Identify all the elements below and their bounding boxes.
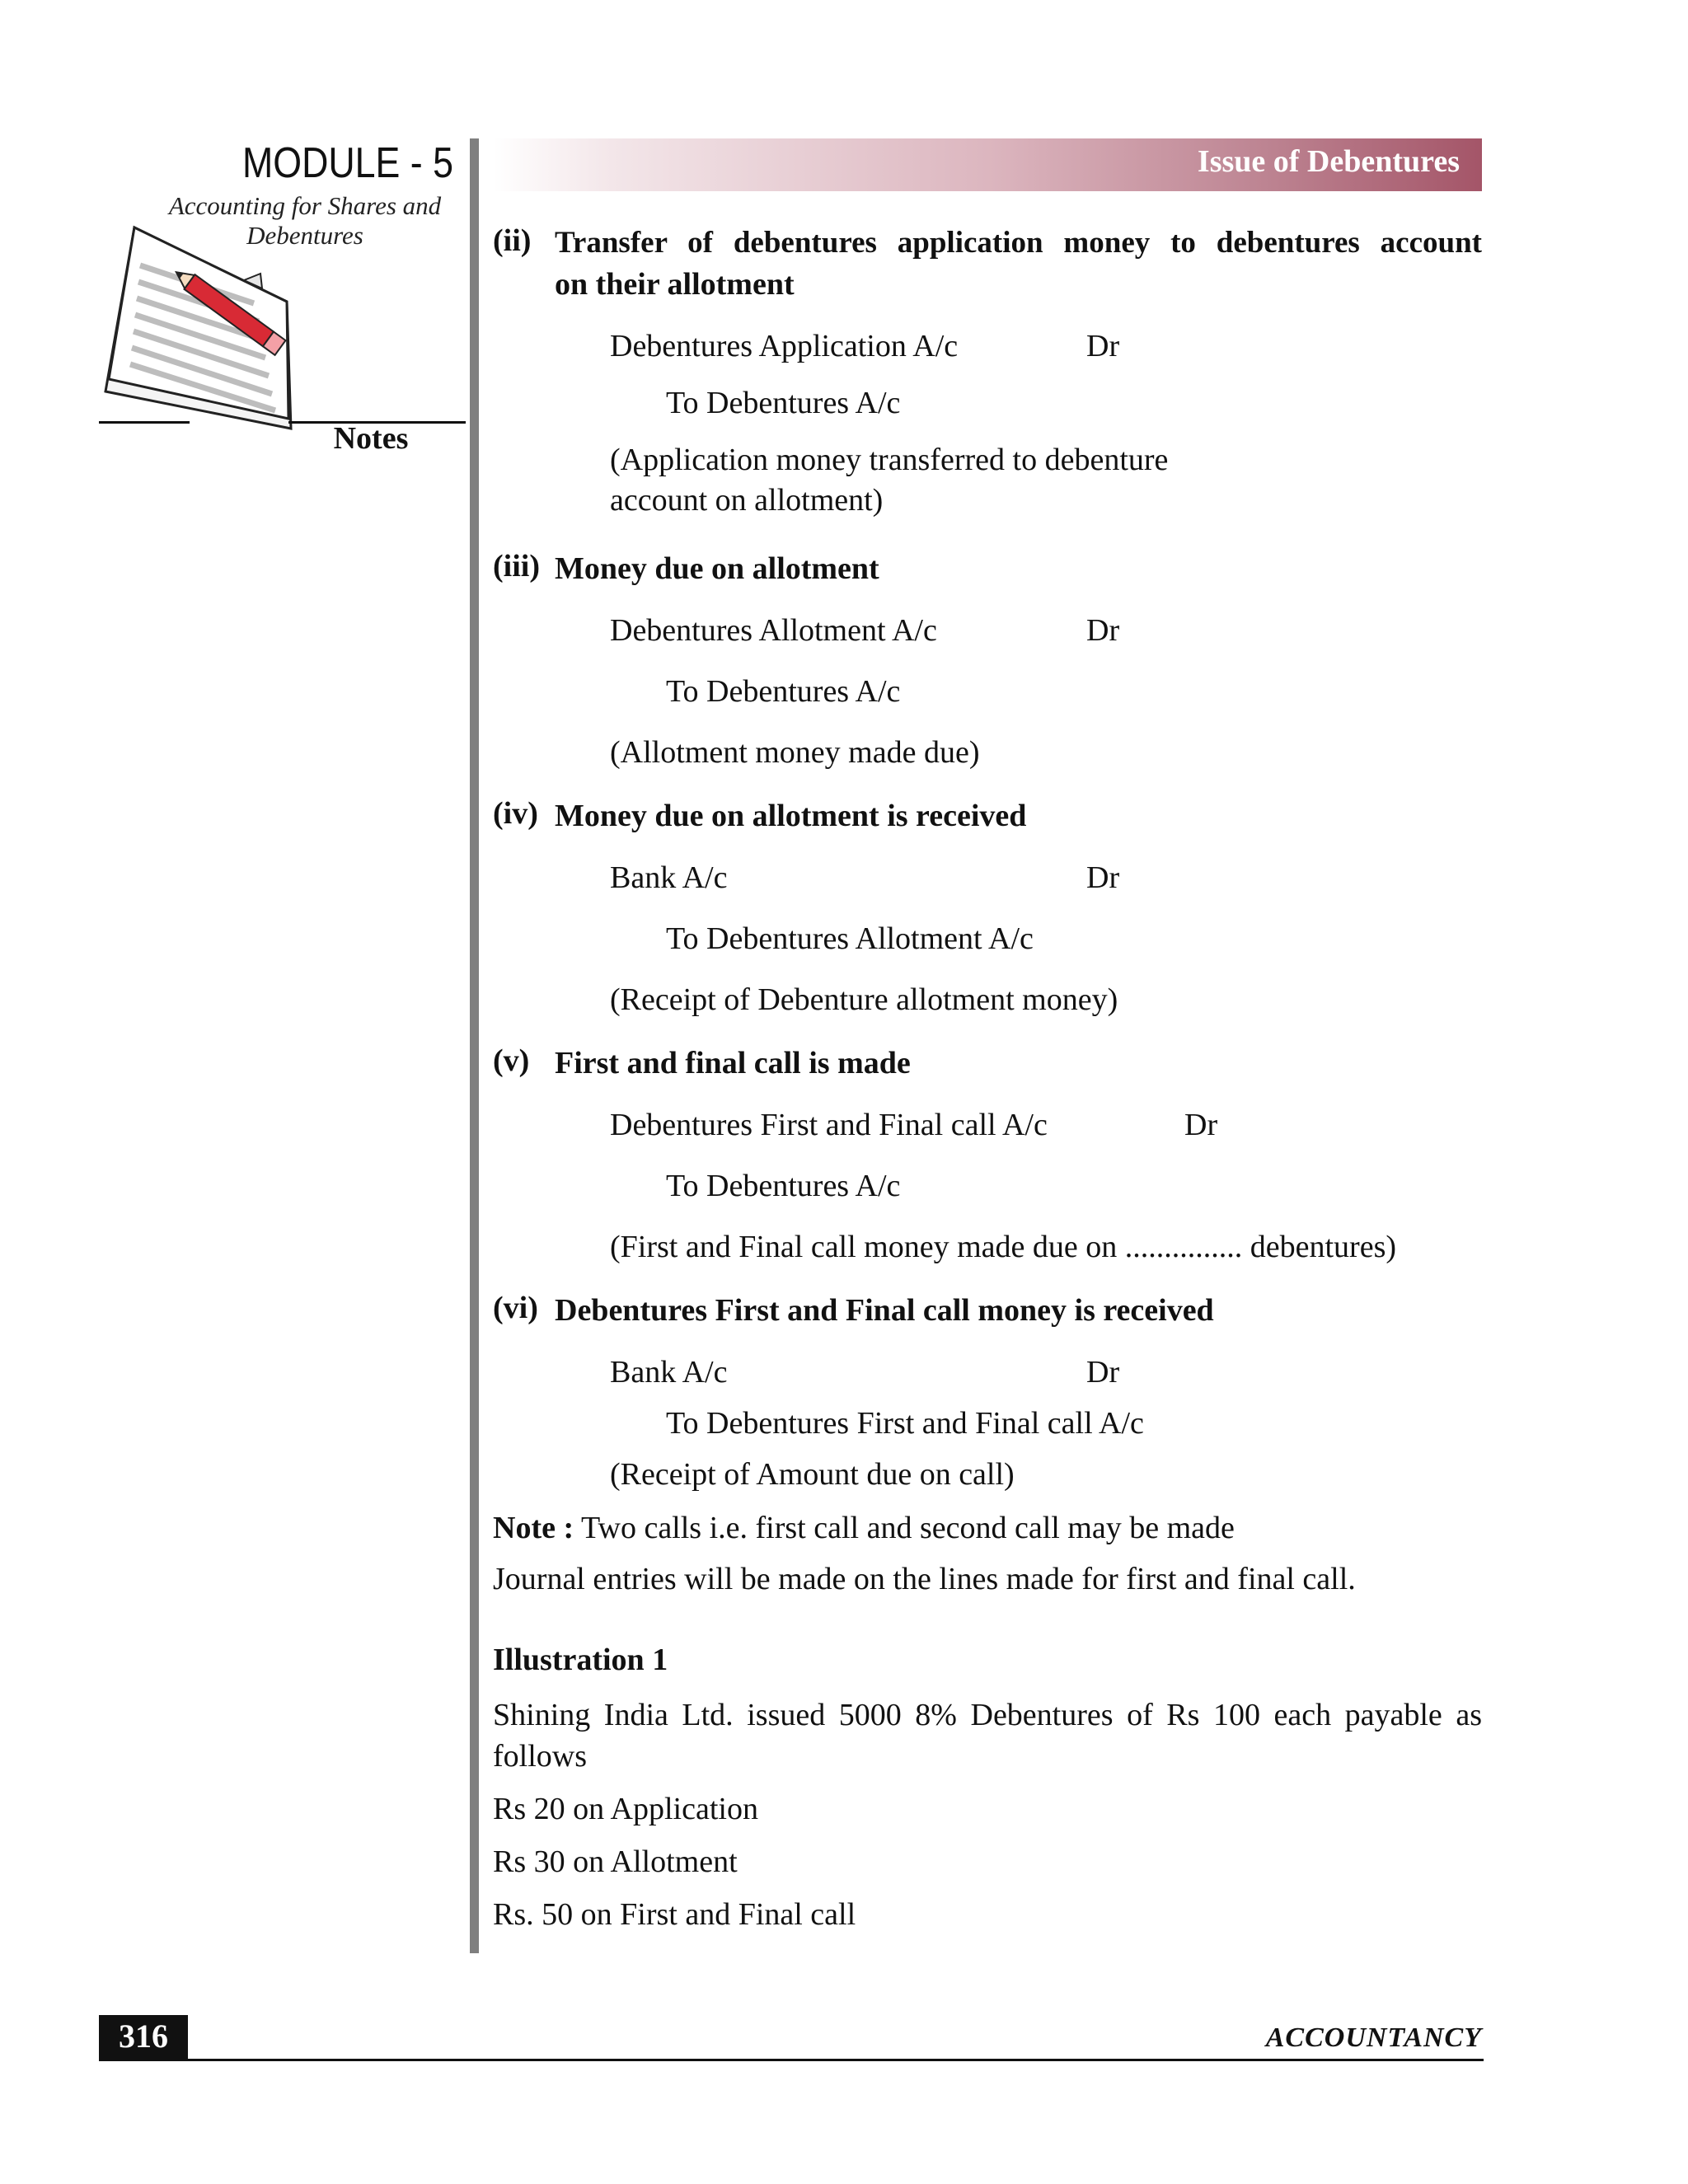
entry-marker: (iii)	[493, 549, 540, 583]
credit-account: To Debentures A/c	[666, 386, 901, 420]
debit-account: Bank A/c	[610, 860, 728, 895]
debit-marker: Dr	[1086, 860, 1120, 895]
debit-marker: Dr	[1086, 329, 1120, 363]
entry-marker: (iv)	[493, 796, 538, 831]
entry-marker: (ii)	[493, 223, 532, 258]
module-title: MODULE - 5	[242, 139, 453, 187]
entry-heading: Money due on allotment is received	[555, 799, 1027, 833]
note-text-continued: Journal entries will be made on the lines made for first and final call.	[493, 1562, 1356, 1596]
credit-account: To Debentures First and Final call A/c	[666, 1406, 1144, 1441]
installment-item: Rs 30 on Allotment	[493, 1844, 738, 1879]
footer-rule	[99, 2059, 1484, 2061]
section-title: Issue of Debentures	[1197, 144, 1460, 179]
entry-heading-continued: on their allotment	[555, 267, 795, 302]
note-text: Two calls i.e. first call and second call may be made	[580, 1511, 1235, 1545]
credit-account: To Debentures A/c	[666, 1169, 901, 1203]
page-number: 316	[119, 2018, 168, 2055]
narration: (First and Final call money made due on ............... debentures)	[610, 1230, 1397, 1264]
entry-marker: (v)	[493, 1043, 530, 1078]
section-banner	[493, 138, 1482, 191]
narration: (Receipt of Debenture allotment money)	[610, 982, 1118, 1017]
footer-subject: ACCOUNTANCY	[1265, 2022, 1482, 2053]
entry-marker: (vi)	[493, 1291, 538, 1325]
illustration-title: Illustration 1	[493, 1643, 668, 1677]
installment-item: Rs 20 on Application	[493, 1792, 758, 1826]
entry-heading: First and final call is made	[555, 1046, 911, 1080]
illustration-statement: Shining India Ltd. issued 5000 8% Debentures of Rs 100 each payable as	[493, 1698, 1482, 1732]
narration: (Application money transferred to debenture	[610, 443, 1169, 477]
entry-heading: Transfer of debentures application money to debentures account	[555, 226, 1482, 260]
debit-account: Debentures First and Final call A/c	[610, 1108, 1048, 1142]
entry-heading: Debentures First and Final call money is received	[555, 1293, 1214, 1328]
debit-marker: Dr	[1086, 1355, 1120, 1390]
page-number-box	[99, 2015, 188, 2060]
debit-account: Debentures Application A/c	[610, 329, 959, 363]
note-label: Note :	[493, 1511, 574, 1545]
narration: (Allotment money made due)	[610, 735, 980, 770]
credit-account: To Debentures A/c	[666, 674, 901, 709]
debit-account: Debentures Allotment A/c	[610, 613, 937, 648]
debit-account: Bank A/c	[610, 1355, 728, 1390]
entry-heading: Money due on allotment	[555, 551, 879, 586]
margin-divider	[470, 138, 479, 1953]
debit-marker: Dr	[1086, 613, 1120, 648]
credit-account: To Debentures Allotment A/c	[666, 921, 1034, 956]
module-subtitle: Accounting for Shares and Debentures	[168, 191, 442, 250]
notes-rule-left	[99, 421, 190, 424]
narration-continued: account on allotment)	[610, 483, 884, 518]
illustration-statement-continued: follows	[493, 1739, 587, 1774]
installment-item: Rs. 50 on First and Final call	[493, 1897, 856, 1932]
notes-label: Notes	[333, 421, 409, 456]
note-paragraph	[493, 1507, 1235, 1549]
narration: (Receipt of Amount due on call)	[610, 1457, 1015, 1492]
debit-marker: Dr	[1184, 1108, 1218, 1142]
